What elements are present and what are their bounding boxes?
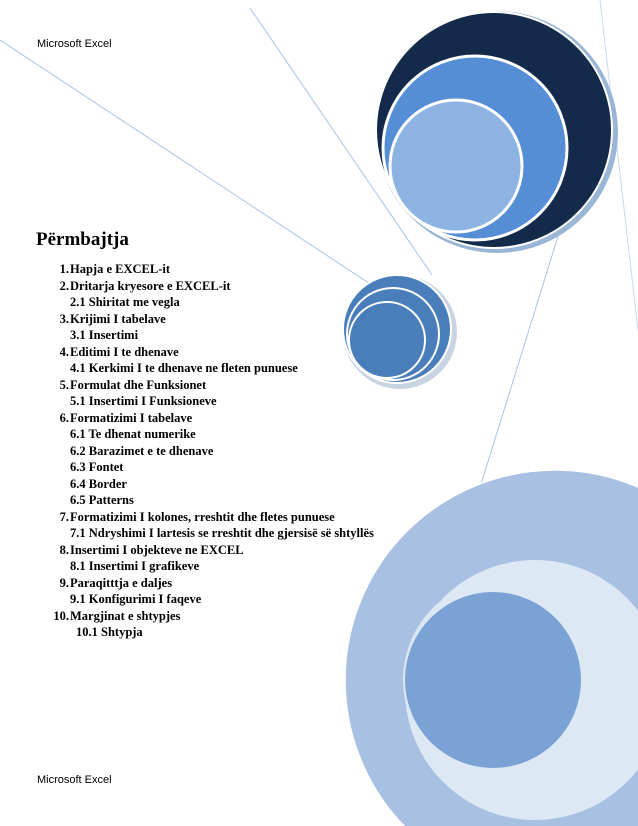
toc-label: 6.1 Te dhenat numerike bbox=[70, 427, 196, 441]
toc-subitem[interactable] bbox=[36, 444, 536, 461]
toc-label: Editimi I te dhenave bbox=[70, 344, 179, 359]
toc-label: 6.2 Barazimet e te dhenave bbox=[70, 443, 214, 458]
toc-label: 3.1 Insertimi bbox=[70, 328, 139, 342]
toc-label: 9.1 Konfigurimi I faqeve bbox=[70, 592, 202, 606]
toc-label: Hapja e EXCEL-it bbox=[70, 262, 170, 276]
toc-subitem[interactable] bbox=[36, 460, 536, 477]
toc-label: 10.1 Shtypja bbox=[76, 625, 143, 639]
toc-item[interactable] bbox=[36, 279, 536, 296]
toc-item[interactable] bbox=[36, 312, 536, 329]
toc-item[interactable] bbox=[36, 609, 536, 626]
toc-subitem[interactable] bbox=[36, 526, 536, 543]
toc-number: 10. bbox=[53, 608, 69, 623]
toc-item[interactable] bbox=[36, 378, 536, 395]
toc-subitem[interactable] bbox=[36, 592, 536, 609]
toc-label: Insertimi I objekteve ne EXCEL bbox=[70, 542, 244, 557]
toc-item[interactable] bbox=[36, 510, 536, 527]
toc-label: 6.5 Patterns bbox=[70, 493, 134, 507]
toc-item[interactable] bbox=[36, 262, 536, 279]
toc-subitem[interactable] bbox=[36, 427, 536, 444]
page-header: Microsoft Excel bbox=[37, 38, 112, 50]
toc-subitem[interactable] bbox=[36, 493, 536, 510]
toc-label: Formatizimi I kolones, rreshtit dhe fletes punuese bbox=[70, 509, 335, 524]
toc-label: Formulat dhe Funksionet bbox=[70, 377, 207, 392]
toc-label: 6.4 Border bbox=[70, 476, 127, 491]
toc-item[interactable] bbox=[36, 345, 536, 362]
toc-title: Përmbajtja bbox=[36, 229, 129, 250]
toc-number: 7. bbox=[59, 509, 69, 524]
toc-label: Krijimi I tabelave bbox=[70, 311, 166, 326]
toc-label: Paraqitttja e daljes bbox=[70, 575, 173, 590]
toc-label: 2.1 Shiritat me vegla bbox=[70, 295, 180, 309]
toc-label: 7.1 Ndryshimi I lartesis se rreshtit dhe gjersisë së shtyllës bbox=[70, 526, 374, 540]
toc-label: Margjinat e shtypjes bbox=[70, 608, 181, 623]
toc-label: 5.1 Insertimi I Funksioneve bbox=[70, 394, 217, 408]
page-footer: Microsoft Excel bbox=[37, 774, 112, 786]
toc-label: Formatizimi I tabelave bbox=[70, 410, 193, 425]
toc-subitem[interactable] bbox=[36, 559, 536, 576]
toc-item[interactable] bbox=[36, 576, 536, 593]
toc-label: 8.1 Insertimi I grafikeve bbox=[70, 559, 200, 573]
toc-subitem[interactable] bbox=[36, 394, 536, 411]
toc-subitem[interactable] bbox=[36, 625, 536, 642]
toc-item[interactable] bbox=[36, 543, 536, 560]
toc-subitem[interactable] bbox=[36, 477, 536, 494]
toc-subitem[interactable] bbox=[36, 361, 536, 378]
toc-label: 4.1 Kerkimi I te dhenave ne fleten punuese bbox=[70, 361, 298, 375]
table-of-contents bbox=[36, 262, 536, 642]
toc-label: Dritarja kryesore e EXCEL-it bbox=[70, 278, 231, 293]
toc-number: 1. bbox=[59, 262, 69, 276]
toc-number: 4. bbox=[59, 344, 69, 359]
toc-number: 2. bbox=[59, 278, 69, 293]
toc-number: 9. bbox=[59, 575, 69, 590]
circle-cluster-top bbox=[376, 11, 618, 253]
toc-number: 5. bbox=[59, 377, 69, 392]
toc-number: 3. bbox=[59, 311, 69, 326]
toc-item[interactable] bbox=[36, 411, 536, 428]
toc-label: 6.3 Fontet bbox=[70, 460, 124, 474]
toc-number: 6. bbox=[59, 410, 69, 425]
toc-subitem[interactable] bbox=[36, 295, 536, 312]
toc-number: 8. bbox=[59, 542, 69, 557]
toc-subitem[interactable] bbox=[36, 328, 536, 345]
